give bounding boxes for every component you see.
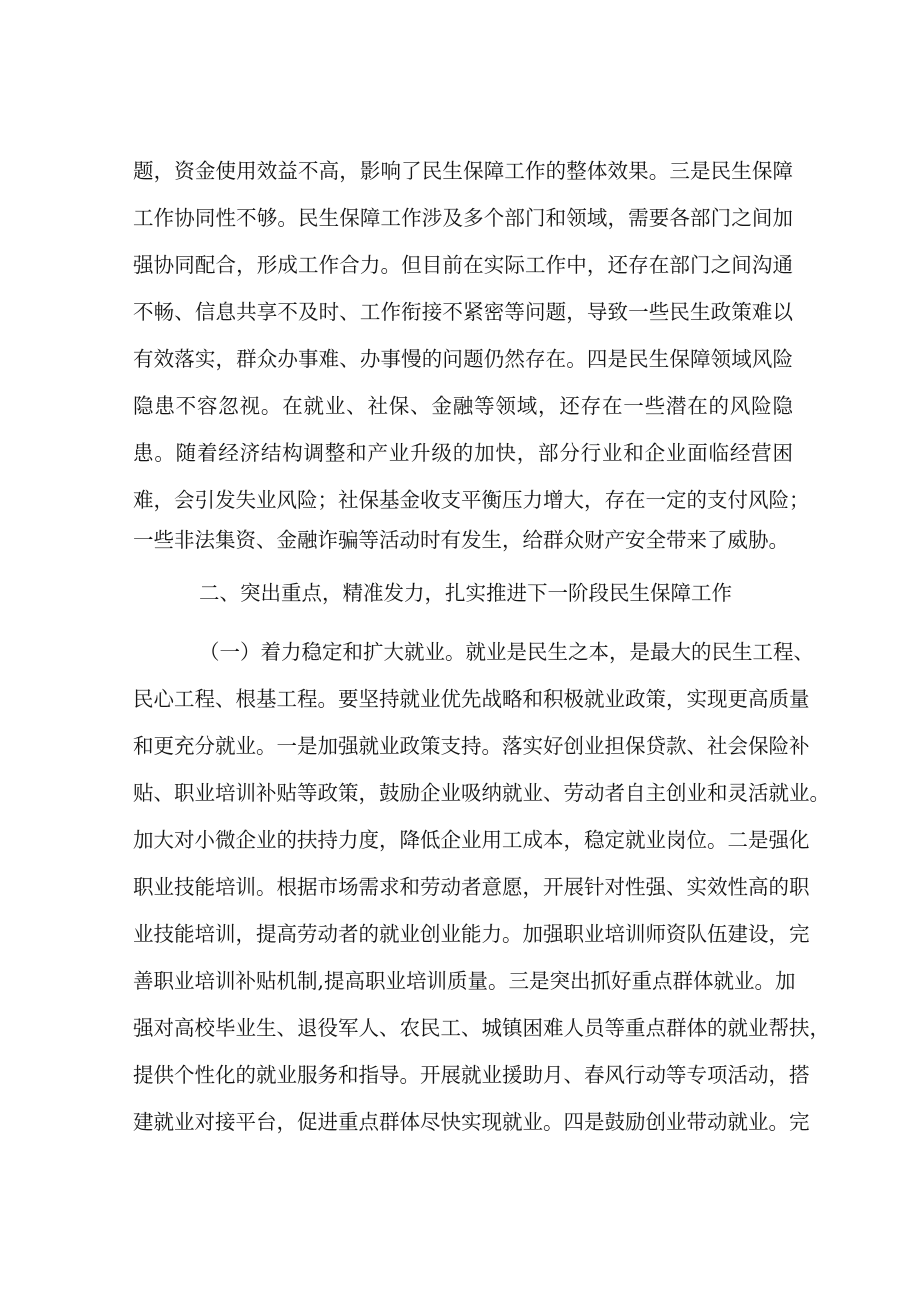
body-text-line: 建就业对接平台，促进重点群体尽快实现就业。四是鼓励创业带动就业。完 xyxy=(133,1110,810,1134)
body-text-line: 和更充分就业。一是加强就业政策支持。落实好创业担保贷款、社会保险补 xyxy=(133,734,810,758)
body-text-line: 加大对小微企业的扶持力度，降低企业用工成本，稳定就业岗位。二是强化 xyxy=(133,828,810,852)
body-text-line: 题，资金使用效益不高，影响了民生保障工作的整体效果。三是民生保障 xyxy=(133,159,793,183)
body-text-line: 一些非法集资、金融诈骗等活动时有发生，给群众财产安全带来了威胁。 xyxy=(133,528,789,552)
body-text-line: 隐患不容忽视。在就业、社保、金融等领域，还存在一些潜在的风险隐 xyxy=(133,394,793,418)
body-text-line: 业技能培训，提高劳动者的就业创业能力。加强职业培训师资队伍建设，完 xyxy=(133,922,810,946)
body-text-line: 民心工程、根基工程。要坚持就业优先战略和积极就业政策，实现更高质量 xyxy=(133,687,810,711)
body-text-line: 不畅、信息共享不及时、工作衔接不紧密等问题，导致一些民生政策难以 xyxy=(133,300,793,324)
body-text-line: 难，会引发失业风险；社保基金收支平衡压力增大，存在一定的支付风险； xyxy=(133,488,810,512)
body-text-line: 提供个性化的就业服务和指导。开展就业援助月、春风行动等专项活动，搭 xyxy=(133,1063,810,1087)
body-text-line: 强协同配合，形成工作合力。但目前在实际工作中，还存在部门之间沟通 xyxy=(133,253,793,277)
body-text-line: 患。随着经济结构调整和产业升级的加快，部分行业和企业面临经营困 xyxy=(133,441,793,465)
section-heading: 二、突出重点，精准发力，扎实推进下一阶段民生保障工作 xyxy=(199,581,732,605)
body-text-line: 有效落实，群众办事难、办事慢的问题仍然存在。四是民生保障领域风险 xyxy=(133,347,793,371)
body-text-line: 工作协同性不够。民生保障工作涉及多个部门和领域，需要各部门之间加 xyxy=(133,206,793,230)
body-text-line: 贴、职业培训补贴等政策，鼓励企业吸纳就业、劳动者自主创业和灵活就业。 xyxy=(133,781,830,805)
body-text-line: 强对高校毕业生、退役军人、农民工、城镇困难人员等重点群体的就业帮扶， xyxy=(133,1016,830,1040)
body-text-line: 善职业培训补贴机制,提高职业培训质量。三是突出抓好重点群体就业。加 xyxy=(133,969,796,993)
body-text-line: 职业技能培训。根据市场需求和劳动者意愿，开展针对性强、实效性高的职 xyxy=(133,875,810,899)
paragraph-first-line: （一）着力稳定和扩大就业。就业是民生之本，是最大的民生工程、 xyxy=(199,640,814,664)
